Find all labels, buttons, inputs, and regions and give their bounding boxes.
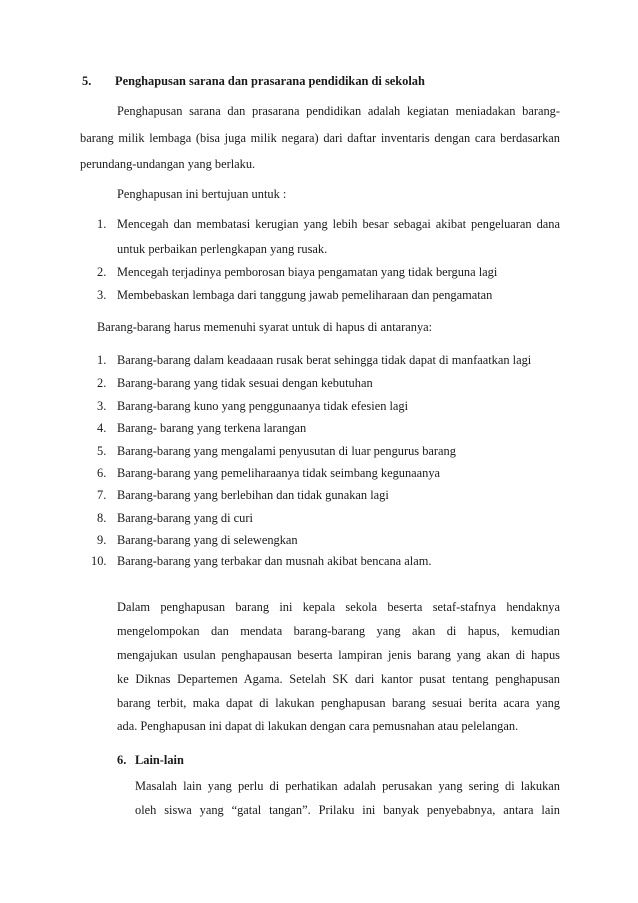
requirement-3-text: Barang-barang kuno yang penggunaanya tidak efesien lagi xyxy=(117,399,409,413)
requirement-7-text: Barang-barang yang berlebihan dan tidak gunakan lagi xyxy=(117,488,389,502)
purpose-3-line-1: Membebaskan lembaga dari tanggung jawab pemeliharaan dan pengamatan xyxy=(117,288,493,302)
section-5-number: 5. xyxy=(82,74,92,88)
closing-line-3: mengajukan usulan penghapausan beserta lampiran jenis barang yang akan di hapus xyxy=(117,648,560,662)
requirement-5-text: Barang-barang yang mengalami penyusutan di luar pengurus barang xyxy=(117,444,456,458)
requirement-7-number: 7. xyxy=(97,488,107,502)
requirement-10-number: 10. xyxy=(91,554,107,568)
requirement-6-number: 6. xyxy=(97,466,107,480)
section-6-number: 6. xyxy=(117,753,127,767)
section-6-line-2: oleh siswa yang “gatal tangan”. Prilaku ini banyak penyebabnya, antara lain xyxy=(135,803,560,817)
requirement-3-number: 3. xyxy=(97,399,107,413)
closing-line-4: ke Diknas Departemen Agama. Setelah SK dari kantor pusat tentang penghapusan xyxy=(117,672,560,686)
requirement-4-number: 4. xyxy=(97,421,107,435)
purpose-1-number: 1. xyxy=(97,217,107,231)
closing-line-2: mengelompokan dan mendata barang-barang yang akan di hapus, kemudian xyxy=(117,624,560,638)
purpose-intro: Penghapusan ini bertujuan untuk : xyxy=(117,187,287,201)
section-6-line-1: Masalah lain yang perlu di perhatikan adalah perusakan yang sering di lakukan xyxy=(135,779,560,793)
requirement-4-text: Barang- barang yang terkena larangan xyxy=(117,421,307,435)
intro-line-1: Penghapusan sarana dan prasarana pendidikan adalah kegiatan meniadakan barang- xyxy=(117,104,560,118)
requirement-2-number: 2. xyxy=(97,376,107,390)
requirements-intro: Barang-barang harus memenuhi syarat untuk di hapus di antaranya: xyxy=(97,320,433,334)
purpose-2-line-1: Mencegah terjadinya pemborosan biaya pengamatan yang tidak berguna lagi xyxy=(117,265,498,279)
closing-line-5: barang terbit, maka dapat di lakukan penghapusan barang sesuai berita acara yang xyxy=(117,696,560,710)
intro-line-2: barang milik lembaga (bisa juga milik negara) dari daftar inventaris dengan cara berdasarkan xyxy=(80,131,560,145)
requirement-9-text: Barang-barang yang di selewengkan xyxy=(117,533,298,547)
requirement-6-text: Barang-barang yang pemeliharaanya tidak seimbang kegunaanya xyxy=(117,466,441,480)
requirement-1-text: Barang-barang dalam keadaaan rusak berat sehingga tidak dapat di manfaatkan lagi xyxy=(117,353,532,367)
section-6-title: Lain-lain xyxy=(135,753,184,767)
closing-line-6: ada. Penghapusan ini dapat di lakukan dengan cara pemusnahan atau pelelangan. xyxy=(117,719,519,733)
purpose-2-number: 2. xyxy=(97,265,107,279)
purpose-1-line-1: Mencegah dan membatasi kerugian yang lebih besar sebagai akibat pengeluaran dana xyxy=(117,217,560,231)
requirement-9-number: 9. xyxy=(97,533,107,547)
requirement-8-text: Barang-barang yang di curi xyxy=(117,511,253,525)
section-5-title: Penghapusan sarana dan prasarana pendidikan di sekolah xyxy=(115,74,425,88)
requirement-8-number: 8. xyxy=(97,511,107,525)
closing-line-1: Dalam penghapusan barang ini kepala sekola beserta setaf-stafnya hendaknya xyxy=(117,600,560,614)
requirement-10-text: Barang-barang yang terbakar dan musnah akibat bencana alam. xyxy=(117,554,432,568)
requirement-5-number: 5. xyxy=(97,444,107,458)
requirement-2-text: Barang-barang yang tidak sesuai dengan kebutuhan xyxy=(117,376,373,390)
requirement-1-number: 1. xyxy=(97,353,107,367)
purpose-1-line-2: untuk perbaikan perlengkapan yang rusak. xyxy=(117,242,328,256)
intro-line-3: perundang-undangan yang berlaku. xyxy=(80,157,256,171)
purpose-3-number: 3. xyxy=(97,288,107,302)
